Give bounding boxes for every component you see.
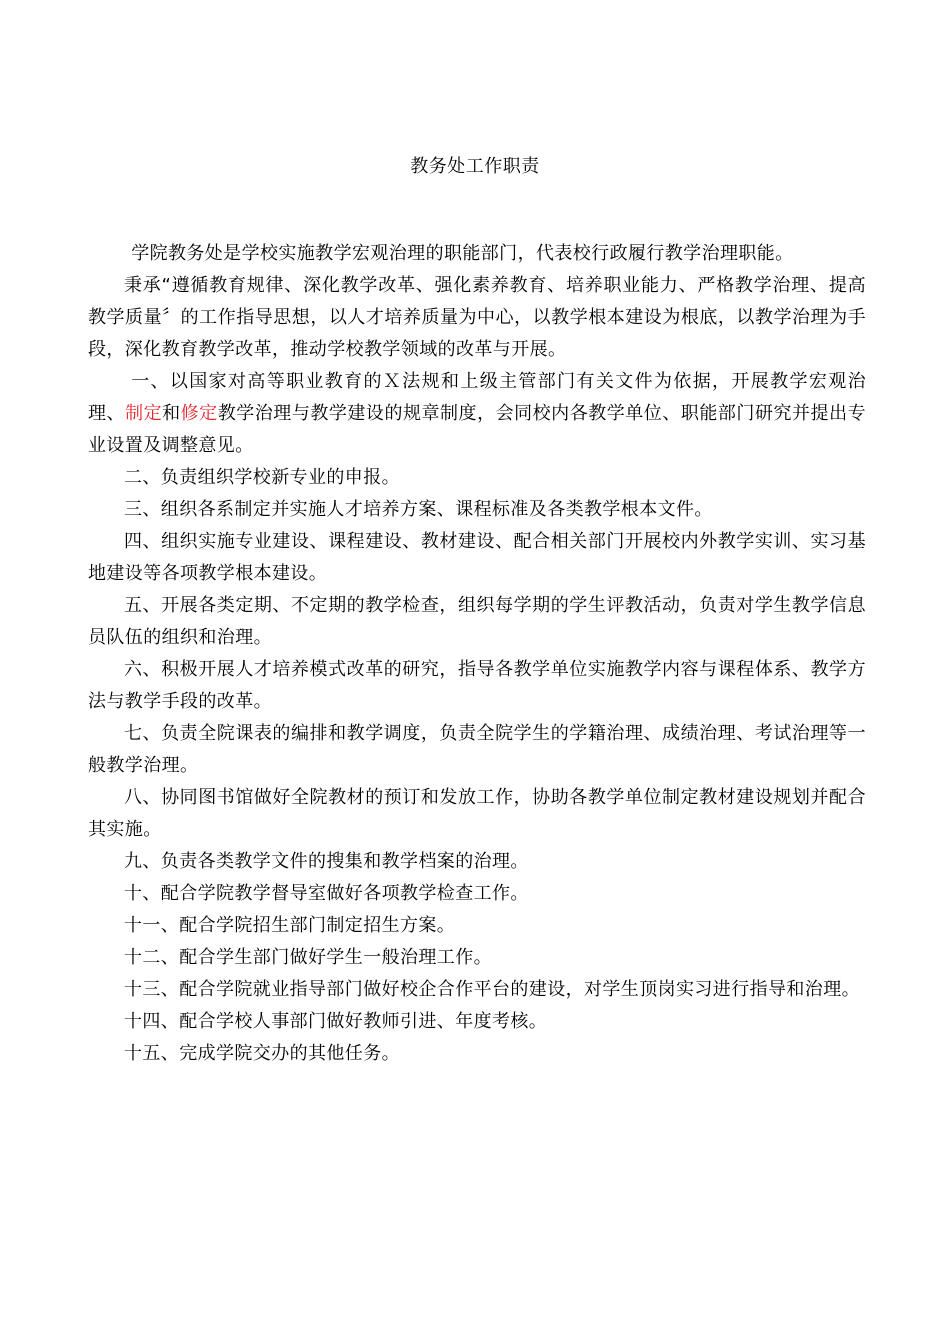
guiding-principle-paragraph: 秉承“遵循教育规律、深化教学改革、强化素养教育、培养职业能力、严格教学治理、提高教学质量〞的工作指导思想，以人才培养质量为中心，以教学根本建设为根底，以教学治理为手段，深化教育教学改革，推动学校教学领域的改革与开展。 bbox=[88, 275, 866, 360]
page-title: 教务处工作职责 bbox=[410, 156, 540, 177]
duty-item-11: 十一、配合学院招生部门制定招生方案。 bbox=[124, 915, 456, 936]
duty-item-8: 八、协同图书馆做好全院教材的预订和发放工作，协助各教学单位制定教材建设规划并配合其实施。 bbox=[88, 787, 866, 840]
document-body bbox=[88, 238, 866, 1070]
duty-item-9: 九、负责各类教学文件的搜集和教学档案的治理。 bbox=[124, 851, 529, 872]
duty-item-5: 五、开展各类定期、不定期的教学检查，组织每学期的学生评教活动，负责对学生教学信息员队伍的组织和治理。 bbox=[88, 595, 866, 648]
duty-item-12: 十二、配合学生部门做好学生一般治理工作。 bbox=[124, 947, 492, 968]
duty-item-1-text-end: 教学治理与教学建设的规章制度，会同校内各教学单位、职能部门研究并提出专业设置及调整意见。 bbox=[88, 403, 866, 456]
duty-item-2: 二、负责组织学校新专业的申报。 bbox=[124, 467, 400, 488]
highlight-xiuding: 修定 bbox=[180, 403, 218, 424]
highlight-zhiding: 制定 bbox=[125, 403, 163, 424]
duty-item-14: 十四、配合学校人事部门做好教师引进、年度考核。 bbox=[124, 1011, 548, 1032]
duty-item-3: 三、组织各系制定并实施人才培养方案、课程标准及各类教学根本文件。 bbox=[124, 499, 713, 520]
duty-item-1 bbox=[88, 366, 866, 462]
duty-item-1-text-start: 一、以国家对高等职业教育的Ｘ法规和上级主管部门有关文件为依据，开展教学宏观治理、 bbox=[88, 371, 866, 424]
duty-item-13: 十三、配合学院就业指导部门做好校企合作平台的建设，对学生顶岗实习进行指导和治理。 bbox=[124, 979, 860, 1000]
duty-item-4: 四、组织实施专业建设、课程建设、教材建设、配合相关部门开展校内外教学实训、实习基地建设等各项教学根本建设。 bbox=[88, 531, 866, 584]
intro-paragraph: 学院教务处是学校实施教学宏观治理的职能部门，代表校行政履行教学治理职能。 bbox=[131, 243, 794, 264]
duty-item-15: 十五、完成学院交办的其他任务。 bbox=[124, 1043, 400, 1064]
duty-item-1-conjunction: 和 bbox=[162, 403, 181, 424]
duty-item-10: 十、配合学院教学督导室做好各项教学检查工作。 bbox=[124, 883, 529, 904]
duty-item-7: 七、负责全院课表的编排和教学调度，负责全院学生的学籍治理、成绩治理、考试治理等一般教学治理。 bbox=[88, 723, 866, 776]
duty-item-6: 六、积极开展人才培养模式改革的研究，指导各教学单位实施教学内容与课程体系、教学方法与教学手段的改革。 bbox=[88, 659, 866, 712]
